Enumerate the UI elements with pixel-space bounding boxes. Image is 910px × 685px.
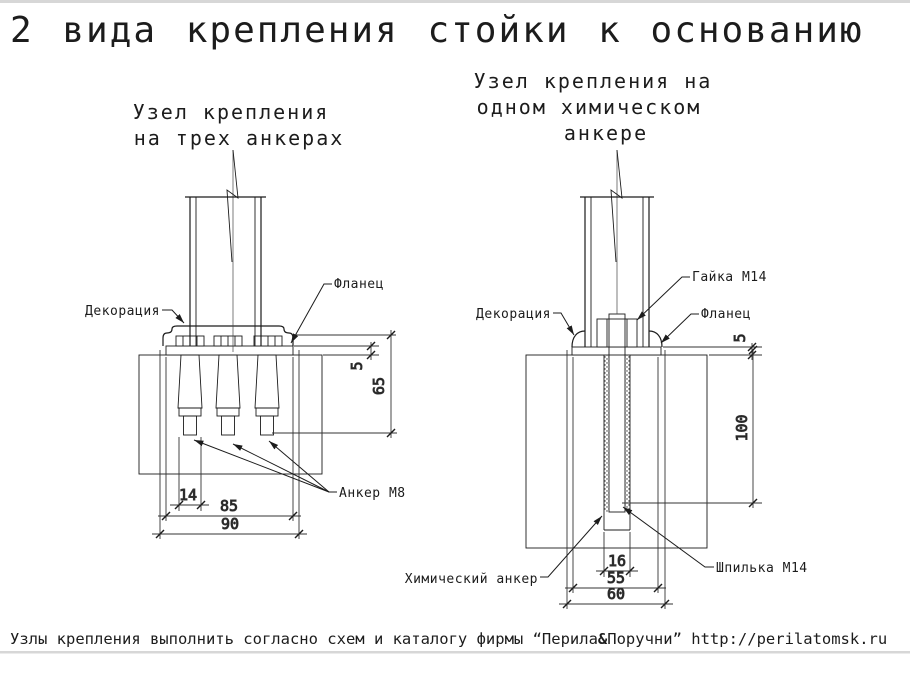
- footer-url: http://perilatomsk.ru: [691, 630, 888, 648]
- left-flange-plate: [166, 346, 293, 355]
- right-label-stud: Шпилька М14: [716, 561, 808, 576]
- right-label-flange: Фланец: [701, 307, 751, 322]
- left-anchor-2: [216, 355, 240, 435]
- right-dim-5: 5: [731, 333, 749, 343]
- right-chemical-hole: [604, 355, 630, 530]
- footer-note-text-2: Поручни”: [607, 630, 692, 648]
- right-nut: [597, 319, 637, 347]
- left-label-flange: Фланец: [334, 277, 384, 292]
- right-diagram: [405, 69, 808, 609]
- right-subtitle-line3: анкере: [563, 121, 649, 145]
- right-dim-16: 16: [607, 552, 627, 570]
- left-anchor-washers: [176, 336, 282, 346]
- left-label-anchor: Анкер М8: [339, 486, 406, 501]
- footer-ampersand: &: [597, 630, 608, 648]
- left-dimensions: [152, 330, 397, 539]
- right-subtitle-line1: Узел крепления на: [473, 69, 713, 93]
- left-anchor-3: [255, 355, 279, 435]
- footer-note: [10, 630, 887, 648]
- right-flange-plate: [572, 347, 661, 355]
- left-subtitle-line2: на трех анкерах: [133, 126, 345, 150]
- left-dim-5: 5: [348, 361, 366, 371]
- left-dim-14: 14: [178, 486, 198, 504]
- right-break-symbol: [611, 150, 622, 262]
- right-post: [580, 150, 654, 347]
- left-dim-65: 65: [370, 376, 388, 396]
- footer-note-text: Узлы крепления выполнить согласно схем и каталогу фирмы “Перила: [10, 630, 598, 648]
- left-post: [185, 150, 266, 352]
- left-diagram: [85, 100, 406, 539]
- right-dim-60: 60: [606, 585, 626, 603]
- right-label-decoration: Декорация: [476, 307, 551, 322]
- left-dim-85: 85: [219, 497, 239, 515]
- bottom-edge-band: [0, 651, 910, 654]
- right-label-chemical-anchor: Химический анкер: [404, 572, 538, 587]
- left-label-decoration: Декорация: [85, 304, 160, 319]
- page-title: 2 вида крепления стойки к основанию: [10, 10, 864, 51]
- left-dim-90: 90: [220, 515, 240, 533]
- right-dim-55: 55: [606, 569, 626, 587]
- left-anchor-1: [178, 355, 202, 435]
- left-break-symbol: [227, 150, 238, 262]
- left-labels: [85, 277, 406, 501]
- right-dim-100: 100: [733, 414, 751, 442]
- right-subtitle-line2: одном химическом: [476, 95, 702, 119]
- left-subtitle-line1: Узел крепления: [132, 100, 330, 124]
- top-edge-band: [0, 0, 910, 3]
- right-label-nut: Гайка М14: [692, 270, 767, 285]
